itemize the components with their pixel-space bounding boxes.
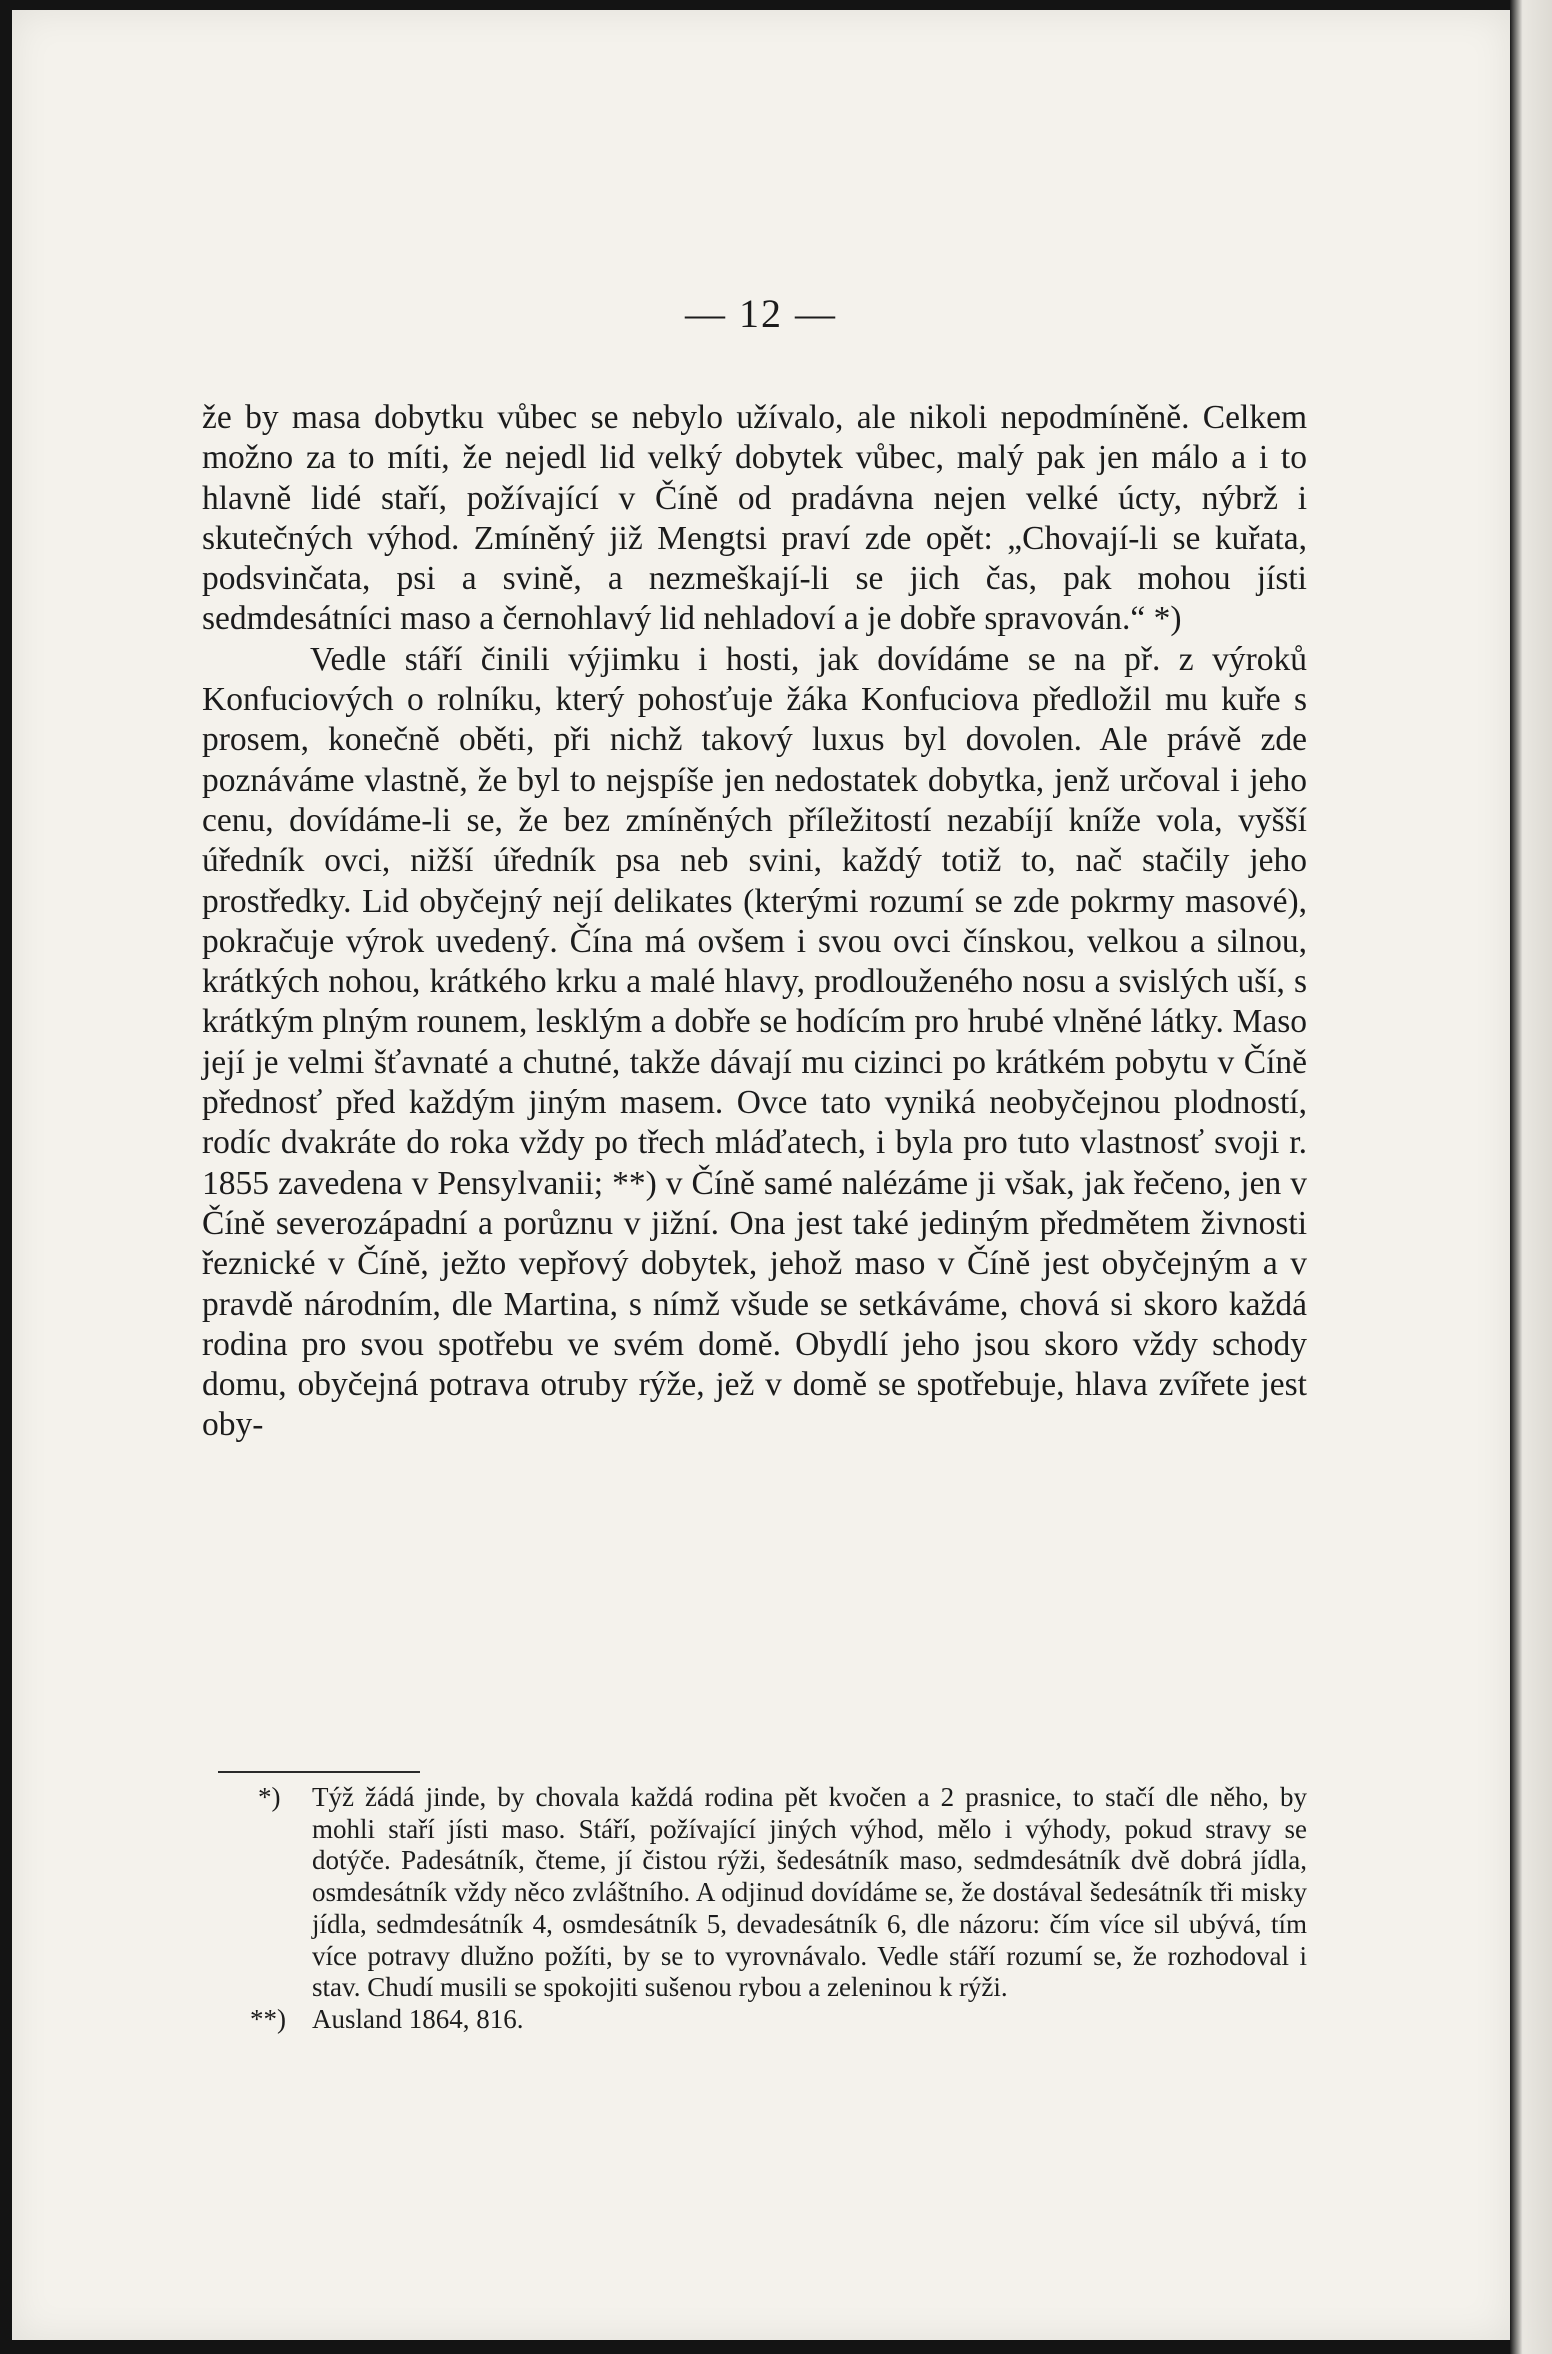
book-page bbox=[12, 10, 1510, 2340]
page-number: — 12 — bbox=[685, 291, 837, 336]
paragraph-1: že by masa dobytku vůbec se nebylo užívalo, ale nikoli nepodmíněně. Celkem možno za to míti, že nejedl lid velký dobytek vůbec, malý pak jen málo a i to hlavně lidé staří, požívající v Číně od pradávna nejen velké úcty, nýbrž i skutečných výhod. Zmíněný již Mengtsi praví zde opět: „Chovají-li se kuřata, podsvinčata, psi a svině, a nezmeškají-li se jich čas, pak mohou jísti sedmdesátníci maso a černohlavý lid nehladoví a je dobře spravován.“ *) bbox=[202, 399, 1307, 638]
footnote-separator bbox=[218, 1771, 420, 1773]
footnote-2 bbox=[202, 2004, 1307, 2036]
footnote-2-mark: **) bbox=[250, 2003, 286, 2034]
footnote-1-text: Týž žádá jinde, by chovala každá rodina pět kvočen a 2 prasnice, to stačí dle něho, by mohli staří jísti maso. Stáří, požívající jiných výhod, mělo i výhody, pokud stravy se dotýče. Padesátník, čteme, jí čistou rýži, šedesátník maso, sedmdesátník dvě dobrá jídla, osmdesátník vždy něco zvláštního. A odjinud dovídáme se, že dostával šedesátník tři misky jídla, sedmdesátník 4, osmdesátník 5, devadesátník 6, dle názoru: čím více sil ubývá, tím více potravy dlužno požíti, by se to vyrovnávalo. Vedle stáří rozumí se, že rozhodoval i stav. Chudí musili se spokojiti sušenou rybou a zeleninou k rýži. bbox=[312, 1782, 1307, 2003]
paragraph-2: Vedle stáří činili výjimku i hosti, jak dovídáme se na př. z výroků Konfuciových o rolníku, který pohosťuje žáka Konfuciova předložil mu kuře s prosem, konečně oběti, při nichž takový luxus byl dovolen. Ale právě zde poznáváme vlastně, že byl to nejspíše jen nedostatek dobytka, jenž určoval i jeho cenu, dovídáme-li se, že bez zmíněných příležitostí nezabíjí kníže vola, vyšší úředník ovci, nižší úředník psa neb svini, každý totiž to, nač stačily jeho prostředky. Lid obyčejný nejí delikates (kterými rozumí se zde pokrmy masové), pokračuje výrok uvedený. Čína má ovšem i svou ovci čínskou, velkou a silnou, krátkých nohou, krátkého krku a malé hlavy, prodlouženého nosu a svislých uší, s krátkým plným rounem, lesklým a dobře se hodícím pro hrubé vlněné látky. Maso její je velmi šťavnaté a chutné, takže dávají mu cizinci po krátkém pobytu v Číně přednosť před každým jiným masem. Ovce tato vyniká neobyčejnou plodností, rodíc dvakráte do roka vždy po třech mláďatech, i byla pro tuto vlastnosť svoji r. 1855 zavedena v Pensylvanii; **) v Číně samé nalézáme ji však, jak řečeno, jen v Číně severozápadní a porůznu v jižní. Ona jest také jediným předmětem živnosti řeznické v Číně, ježto vepřový dobytek, jehož maso v Číně jest obyčejným a v pravdě národním, dle Martina, s nímž všude se setkáváme, chová si skoro každá rodina pro svou spotřebu ve svém domě. Obydlí jeho jsou skoro vždy schody domu, obyčejná potrava otruby rýže, jež v domě se spotřebuje, hlava zvířete jest oby- bbox=[202, 640, 1307, 1444]
footnote-1 bbox=[202, 1782, 1307, 2004]
footnote-2-text: Ausland 1864, 816. bbox=[312, 2003, 524, 2034]
main-text bbox=[202, 398, 1307, 1446]
page-edge-shadow bbox=[1510, 0, 1552, 2354]
footnote-1-mark: *) bbox=[258, 1782, 281, 1812]
footnotes bbox=[202, 1782, 1307, 2036]
